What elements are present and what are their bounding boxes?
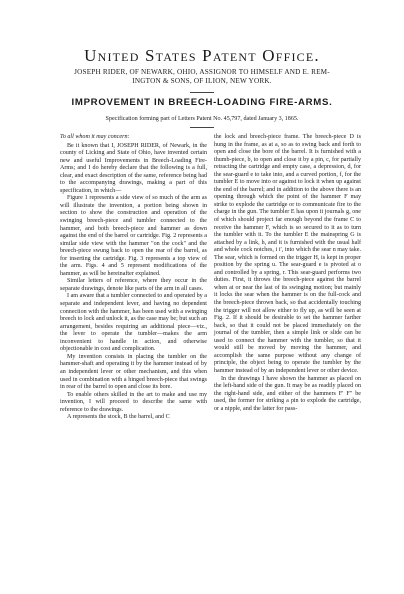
paragraph: I am aware that a tumbler connected to and operated by a separate and independent lever, and having no dependent connection with the hammer, has been used with a swinging breech to lock and unlock it, as the case may be; but such an arrangement, besides requiring an additional piece—viz., the lever to operate the tumbler—makes the arm inconvenient to handle in action, and otherwise objectionable in cost and complication. bbox=[60, 293, 207, 353]
specification-line: Specification forming part of Letters Patent No. 45,797, dated January 3, 1865. bbox=[105, 116, 299, 122]
text-column-left bbox=[60, 134, 207, 422]
paragraph: My invention consists in placing the tumbler on the hammer-shaft and operating it by the hammer instead of by an independent lever or other mechanism, and this when used in combination with a hinged breech-piece that swings in rear of the barrel to open and close its bore. bbox=[60, 353, 207, 391]
paragraph: Be it known that I, JOSEPH RIDER, of Newark, in the county of Licking and State of Ohio, have invented certain new and useful Improvements in Breech-Loading Fire-Arms; and I do hereby declare that the following is a full, clear, and exact description of the same, reference being had to the accompanying drawings, making a part of this specification, in which— bbox=[60, 142, 207, 194]
paragraph: the lock and breech-piece frame. The breech-piece D is hung in the frame, as at a, so as to swing back and forth to open and close the bore of the barrel. It is furnished with a thumb-piece, b, to open and close it by a pin, c, for partially retracting the cartridge and empty case, a depression, d, for the sear-guard e to take into, and a curved portion, f, for the tumbler E to move into or against to lock it when up against the end of the barrel; and in addition to the above there is an opening through which the point of the hammer F may strike to explode the cartridge or to communicate fire to the charge in the gun. The tumbler E has upon it journals g, one of which should project far enough beyond the frame C to receive the hammer F, which is so secured to it as to turn the tumbler with it. To the tumbler E the mainspring G is attached by a link, h, and it is furnished with the usual half and whole cock notches, i i′, into which the sear n may take. The sear, which is formed on the trigger H, is kept in proper position by the spring u. The sear-guard e is pivoted at o and controlled by a spring, r. This sear-guard performs two duties. First, it throws the breech-piece against the barrel when at or near the last of its swinging motion; but mainly it locks the sear when the hammer is on the full-cock and the breech-piece thrown back, so that accidentally touching the trigger will not allow either to fly up, as will be seen at Fig. 2. If it should be desirable to set the hammer farther back, so that it could not be placed immediately on the journal of the tumbler, then a simple link or slide can be used to connect the hammer with the tumbler, so that it would still be moved by moving the hammer, and accomplish the same purpose without any change of principle, the object being to operate the tumbler by the hammer instead of by an independent lever or other device. bbox=[214, 134, 361, 374]
office-title: United States Patent Office. bbox=[84, 46, 320, 65]
text-column-right bbox=[214, 134, 361, 413]
inventor-line-1: JOSEPH RIDER, OF NEWARK, OHIO, ASSIGNOR TO HIMSELF AND E. REM- bbox=[74, 68, 330, 76]
salutation: To all whom it may concern: bbox=[60, 134, 130, 140]
inventor-line-2: INGTON & SONS, OF ILION, NEW YORK. bbox=[132, 77, 272, 86]
paragraph: To enable others skilled in the art to make and use my invention, I will proceed to describe the same with reference to the drawings. bbox=[60, 391, 207, 413]
patent-heading: IMPROVEMENT IN BREECH-LOADING FIRE-ARMS. bbox=[71, 97, 333, 108]
inventor-block bbox=[40, 68, 364, 87]
divider-top bbox=[190, 92, 214, 93]
divider-bottom bbox=[190, 127, 214, 128]
paragraph: Figure 1 represents a side view of so much of the arm as will illustrate the invention, a portion being shown in section to show the construction and operation of the swinging breech-piece and tumbler connected to the hammer, and both breech-piece and hammer as down against the end of the barrel or cartridge. Fig. 2 represents a similar side view with the hammer "on the cock" and the breech-piece swung back to open the rear of the barrel, as for inserting the cartridge. Fig. 3 represents a top view of the arm. Figs. 4 and 5 represent modifications of the hammer, as will be hereinafter explained. bbox=[60, 195, 207, 277]
paragraph: In the drawings I have shown the hammer as placed on the left-hand side of the gun. It may be as readily placed on the right-hand side, and either of the hammers F′ F″ be used, the former for striking a pin to explode the cartridge, or a nipple, and the latter for pass- bbox=[214, 375, 361, 412]
paragraph: Similar letters of reference, where they occur in the separate drawings, denote like parts of the arm in all cases. bbox=[60, 278, 207, 292]
paragraph: A represents the stock, B the barrel, and C bbox=[67, 414, 170, 421]
